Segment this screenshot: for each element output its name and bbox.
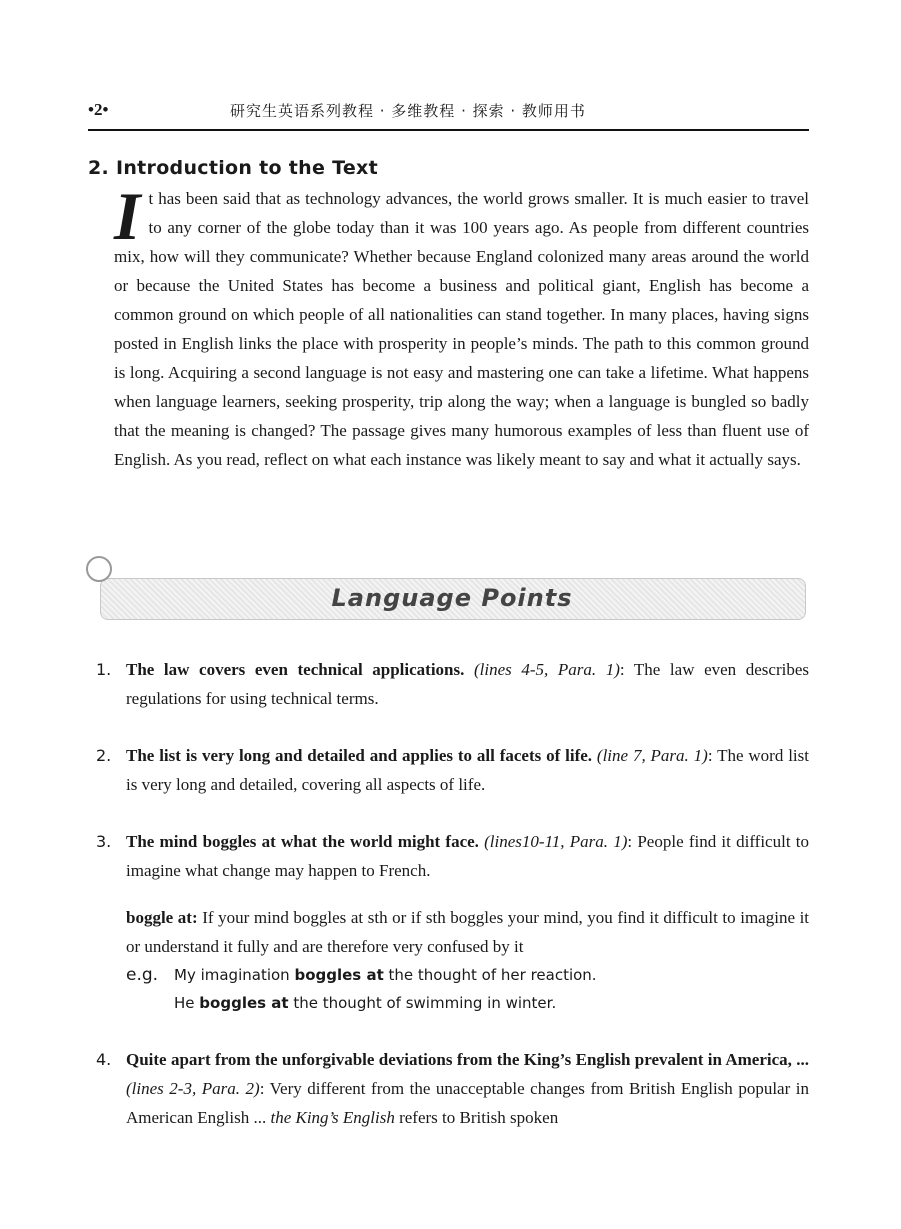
language-points-banner <box>100 576 806 624</box>
example-line-1 <box>126 961 809 989</box>
point-quote: Quite apart from the unforgivable deviations from the King’s English prevalent in America, ... <box>126 1050 809 1069</box>
point-number: 2. <box>96 746 112 765</box>
point-number: 1. <box>96 660 112 679</box>
point-item-1 <box>96 655 809 713</box>
example-text: the thought of her reaction. <box>388 966 597 984</box>
boggle-note <box>96 903 809 1017</box>
point-number: 4. <box>96 1050 112 1069</box>
eg-label: e.g. <box>126 965 159 985</box>
section-title: 2. Introduction to the Text <box>88 157 378 179</box>
intro-text: t has been said that as technology advances, the world grows smaller. It is much easier to travel to any corner of the globe today than it was 100 years ago. As people from different countries mix, how will they communicate? Whether because England colonized many areas around the world or because the United States has become a business and political giant, English has become a common ground on which people of all nationalities can stand together. In many places, having signs posted in English links the place with prosperity in people’s minds. The path to this common ground is long. Acquiring a second language is not easy and mastering one can take a lifetime. What happens when language learners, seeking prosperity, trip along the way; when a language is bungled so badly that the meaning is changed? The passage gives many humorous examples of less than fluent use of English. As you read, reflect on what each instance was likely meant to say and what it actually says. <box>114 189 809 469</box>
example-line-2 <box>126 989 809 1017</box>
point-reference: (lines10-11, Para. 1) <box>484 832 628 851</box>
note-term: boggle at: <box>126 908 198 927</box>
point-item-2 <box>96 741 809 799</box>
intro-paragraph <box>114 178 809 474</box>
point-explanation: : The word list is very long and detailed, covering all aspects of life. <box>126 746 809 794</box>
point-number: 3. <box>96 832 112 851</box>
running-title: 研究生英语系列教程 · 多维教程 · 探索 · 教师用书 <box>230 102 586 120</box>
point-item-4 <box>96 1045 809 1132</box>
point-tail: refers to British spoken <box>399 1108 559 1127</box>
point-quote: The mind boggles at what the world might face. <box>126 832 479 851</box>
point-reference: (lines 4-5, Para. 1) <box>474 660 620 679</box>
point-explanation: : People find it difficult to imagine what change may happen to French. <box>126 832 809 880</box>
page-number: •2• <box>88 100 109 119</box>
point-quote: The law covers even technical applications. <box>126 660 465 679</box>
example-keyword: boggles at <box>199 994 289 1012</box>
language-points-list <box>96 655 809 1160</box>
point-italic-term: the King’s English <box>270 1108 395 1127</box>
drop-cap: I <box>114 178 141 254</box>
point-quote: The list is very long and detailed and applies to all facets of life. <box>126 746 593 765</box>
point-reference: (lines 2-3, Para. 2) <box>126 1079 260 1098</box>
example-text: My imagination <box>174 966 290 984</box>
page-header <box>88 100 808 128</box>
header-rule <box>88 129 809 131</box>
example-text: He <box>174 994 195 1012</box>
point-explanation: : The law even describes regulations for using technical terms. <box>126 660 810 708</box>
point-explanation: : Very different from the unacceptable changes from British English popular in American English ... <box>126 1079 810 1127</box>
point-item-3 <box>96 827 809 885</box>
point-reference: (line 7, Para. 1) <box>596 746 708 765</box>
note-definition: If your mind boggles at sth or if sth boggles your mind, you find it difficult to imagine it or understand it fully and are therefore very confused by it <box>126 908 810 956</box>
banner-title: Language Points <box>331 584 573 612</box>
example-keyword: boggles at <box>294 966 384 984</box>
example-text: the thought of swimming in winter. <box>293 994 557 1012</box>
